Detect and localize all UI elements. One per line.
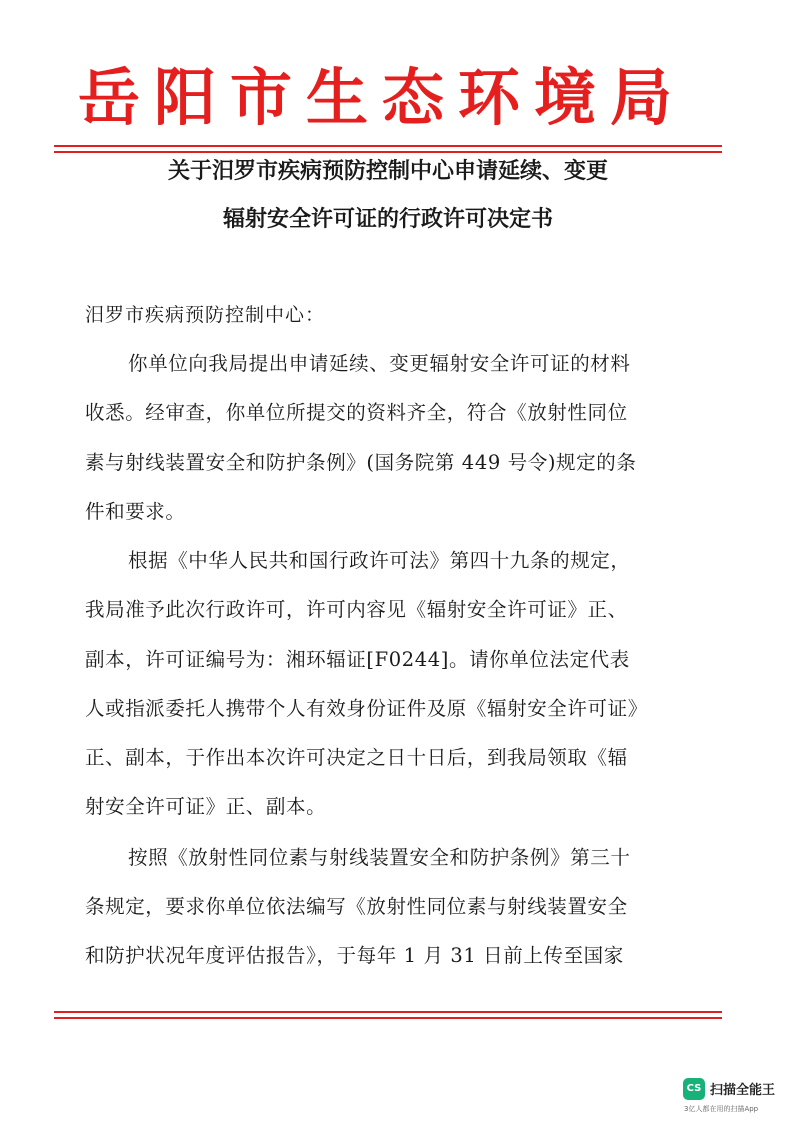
body-line: 和防护状况年度评估报告》，于每年 1 月 31 日前上传至国家 <box>85 944 624 967</box>
body-line: 件和要求。 <box>85 500 186 523</box>
body-line: 素与射线装置安全和防护条例》(国务院第 449 号令)规定的条 <box>85 451 637 474</box>
body-line: 你单位向我局提出申请延续、变更辐射安全许可证的材料 <box>128 352 631 375</box>
watermark-app-name: 扫描全能王 <box>710 1083 776 1098</box>
top-red-rule <box>54 145 722 147</box>
bottom-red-rule <box>54 1011 722 1013</box>
bottom-red-rule-thin <box>54 1017 722 1019</box>
agency-header: 岳阳市生态环境局 <box>78 61 687 134</box>
watermark-tagline: 3亿人都在用的扫描App <box>684 1105 759 1113</box>
body-line: 按照《放射性同位素与射线装置安全和防护条例》第三十 <box>128 846 631 869</box>
body-line: 人或指派委托人携带个人有效身份证件及原《辐射安全许可证》 <box>85 697 648 720</box>
top-red-rule-thin <box>54 151 722 153</box>
body-line: 收悉。经审查，你单位所提交的资料齐全，符合《放射性同位 <box>85 401 628 424</box>
body-line: 条规定，要求你单位依法编写《放射性同位素与射线装置安全 <box>85 895 628 918</box>
body-line: 我局准予此次行政许可，许可内容见《辐射安全许可证》正、 <box>85 598 628 621</box>
body-line: 副本，许可证编号为：湘环辐证[F0244]。请你单位法定代表 <box>85 648 630 671</box>
document-title-line-1: 关于汨罗市疾病预防控制中心申请延续、变更 <box>167 159 608 184</box>
salutation: 汨罗市疾病预防控制中心： <box>85 304 326 326</box>
document-title-line-2: 辐射安全许可证的行政许可决定书 <box>222 207 553 232</box>
body-line: 根据《中华人民共和国行政许可法》第四十九条的规定， <box>128 549 631 572</box>
body-line: 射安全许可证》正、副本。 <box>85 795 327 818</box>
body-line: 正、副本，于作出本次许可决定之日十日后，到我局领取《辐 <box>85 746 628 769</box>
camscanner-logo-icon: CS <box>683 1078 705 1100</box>
